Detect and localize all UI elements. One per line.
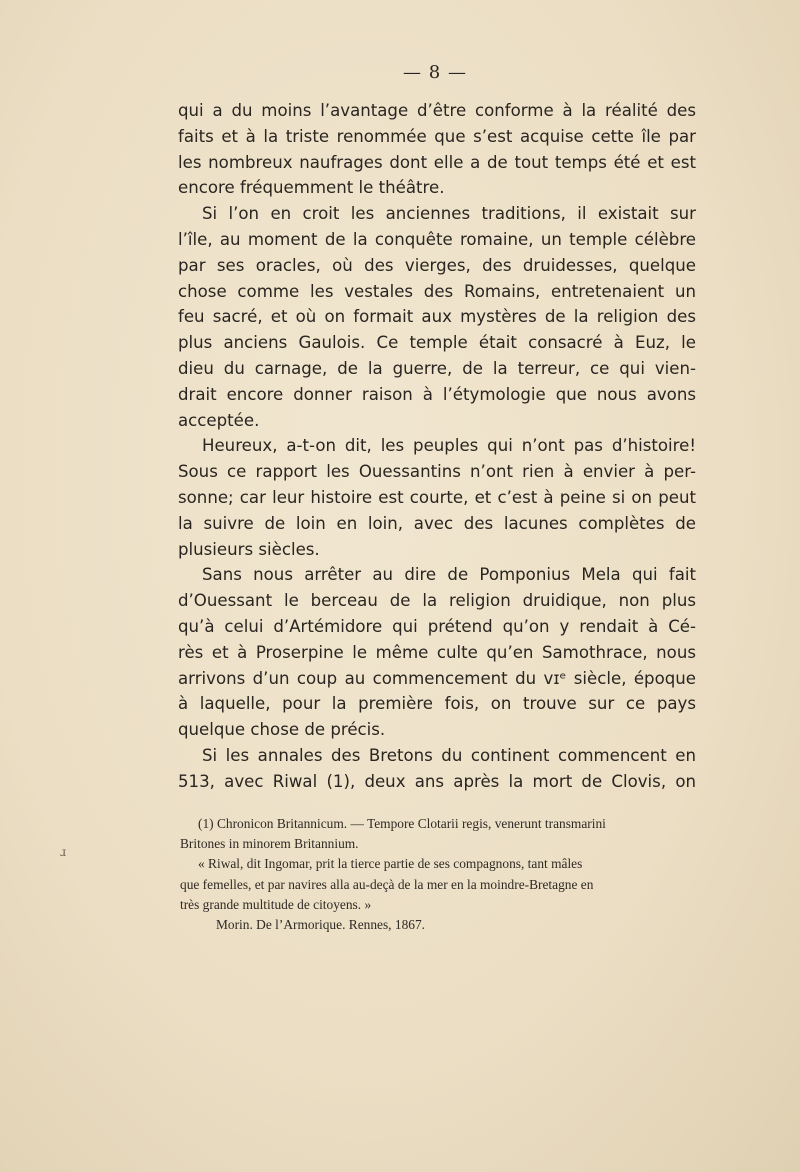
text-line: 513, avec Riwal (1), deux ans après la mort de Clovis, on	[178, 771, 696, 791]
text-line: la suivre de loin en loin, avec des lacunes complètes de	[178, 513, 696, 533]
text-line: qu’à celui d’Artémidore qui prétend qu’on y rendait à Cé-	[178, 616, 696, 636]
text-line: encore fréquemment le théâtre.	[178, 178, 445, 198]
body-text	[178, 98, 696, 795]
text-line: Sans nous arrêter au dire de Pomponius Mela qui fait	[202, 565, 696, 585]
text-line: faits et à la triste renommée que s’est acquise cette île par	[178, 126, 696, 146]
paragraph-2	[178, 201, 696, 433]
footnotes	[178, 814, 698, 935]
paragraph-3	[178, 433, 696, 562]
text-line: acceptée.	[178, 410, 260, 430]
text-line: rès et à Proserpine le même culte qu’en Samothrace, nous	[178, 642, 696, 662]
footnote-line: que femelles, et par navires alla au-deçà de la mer en la moindre-Bretagne en	[180, 876, 594, 892]
margin-speck: ɹ	[60, 845, 67, 859]
text-line: arrivons d’un coup au commencement du vɪᵉ siècle, époque	[178, 668, 696, 688]
footnote-line: Morin. De l’Armorique. Rennes, 1867.	[216, 917, 426, 933]
text-line: feu sacré, et où on formait aux mystères de la religion des	[178, 307, 696, 327]
text-line: par ses oracles, où des vierges, des druidesses, quelque	[178, 255, 696, 275]
page-number: — 8 —	[403, 62, 467, 83]
paragraph-5	[178, 743, 696, 795]
footnote-line: « Riwal, dit Ingomar, prit la tierce partie de ses compagnons, tant mâles	[198, 856, 583, 872]
text-line: l’île, au moment de la conquête romaine, un temple célèbre	[178, 229, 696, 249]
text-line: chose comme les vestales des Romains, entretenaient un	[178, 281, 696, 301]
text-line: plusieurs siècles.	[178, 539, 320, 559]
text-line: les nombreux naufrages dont elle a de tout temps été et est	[178, 152, 696, 172]
text-line: Heureux, a-t-on dit, les peuples qui n’ont pas d’histoire!	[202, 436, 696, 456]
text-line: Si l’on en croit les anciennes traditions, il existait sur	[202, 204, 696, 224]
text-line: dieu du carnage, de la guerre, de la terreur, ce qui vien-	[178, 358, 696, 378]
footnote-line: (1) Chronicon Britannicum. — Tempore Clotarii regis, venerunt transmarini	[198, 816, 606, 831]
text-line: Sous ce rapport les Ouessantins n’ont rien à envier à per-	[178, 462, 696, 482]
text-line: Si les annales des Bretons du continent commencent en	[202, 745, 696, 765]
text-line: d’Ouessant le berceau de la religion druidique, non plus	[178, 591, 696, 611]
text-line: qui a du moins l’avantage d’être conforme à la réalité des	[178, 101, 696, 120]
text-line: sonne; car leur histoire est courte, et c’est à peine si on peut	[178, 487, 696, 507]
text-line: drait encore donner raison à l’étymologie que nous avons	[178, 384, 696, 404]
footnote-line: très grande multitude de citoyens. »	[180, 896, 372, 912]
text-line: à laquelle, pour la première fois, on trouve sur ce pays	[178, 694, 696, 714]
paragraph-4	[178, 562, 696, 743]
footnote-line: Britones in minorem Britannium.	[180, 836, 359, 852]
text-line: plus anciens Gaulois. Ce temple était consacré à Euz, le	[178, 333, 696, 353]
paragraph-1	[178, 98, 696, 201]
text-line: quelque chose de précis.	[178, 720, 386, 740]
